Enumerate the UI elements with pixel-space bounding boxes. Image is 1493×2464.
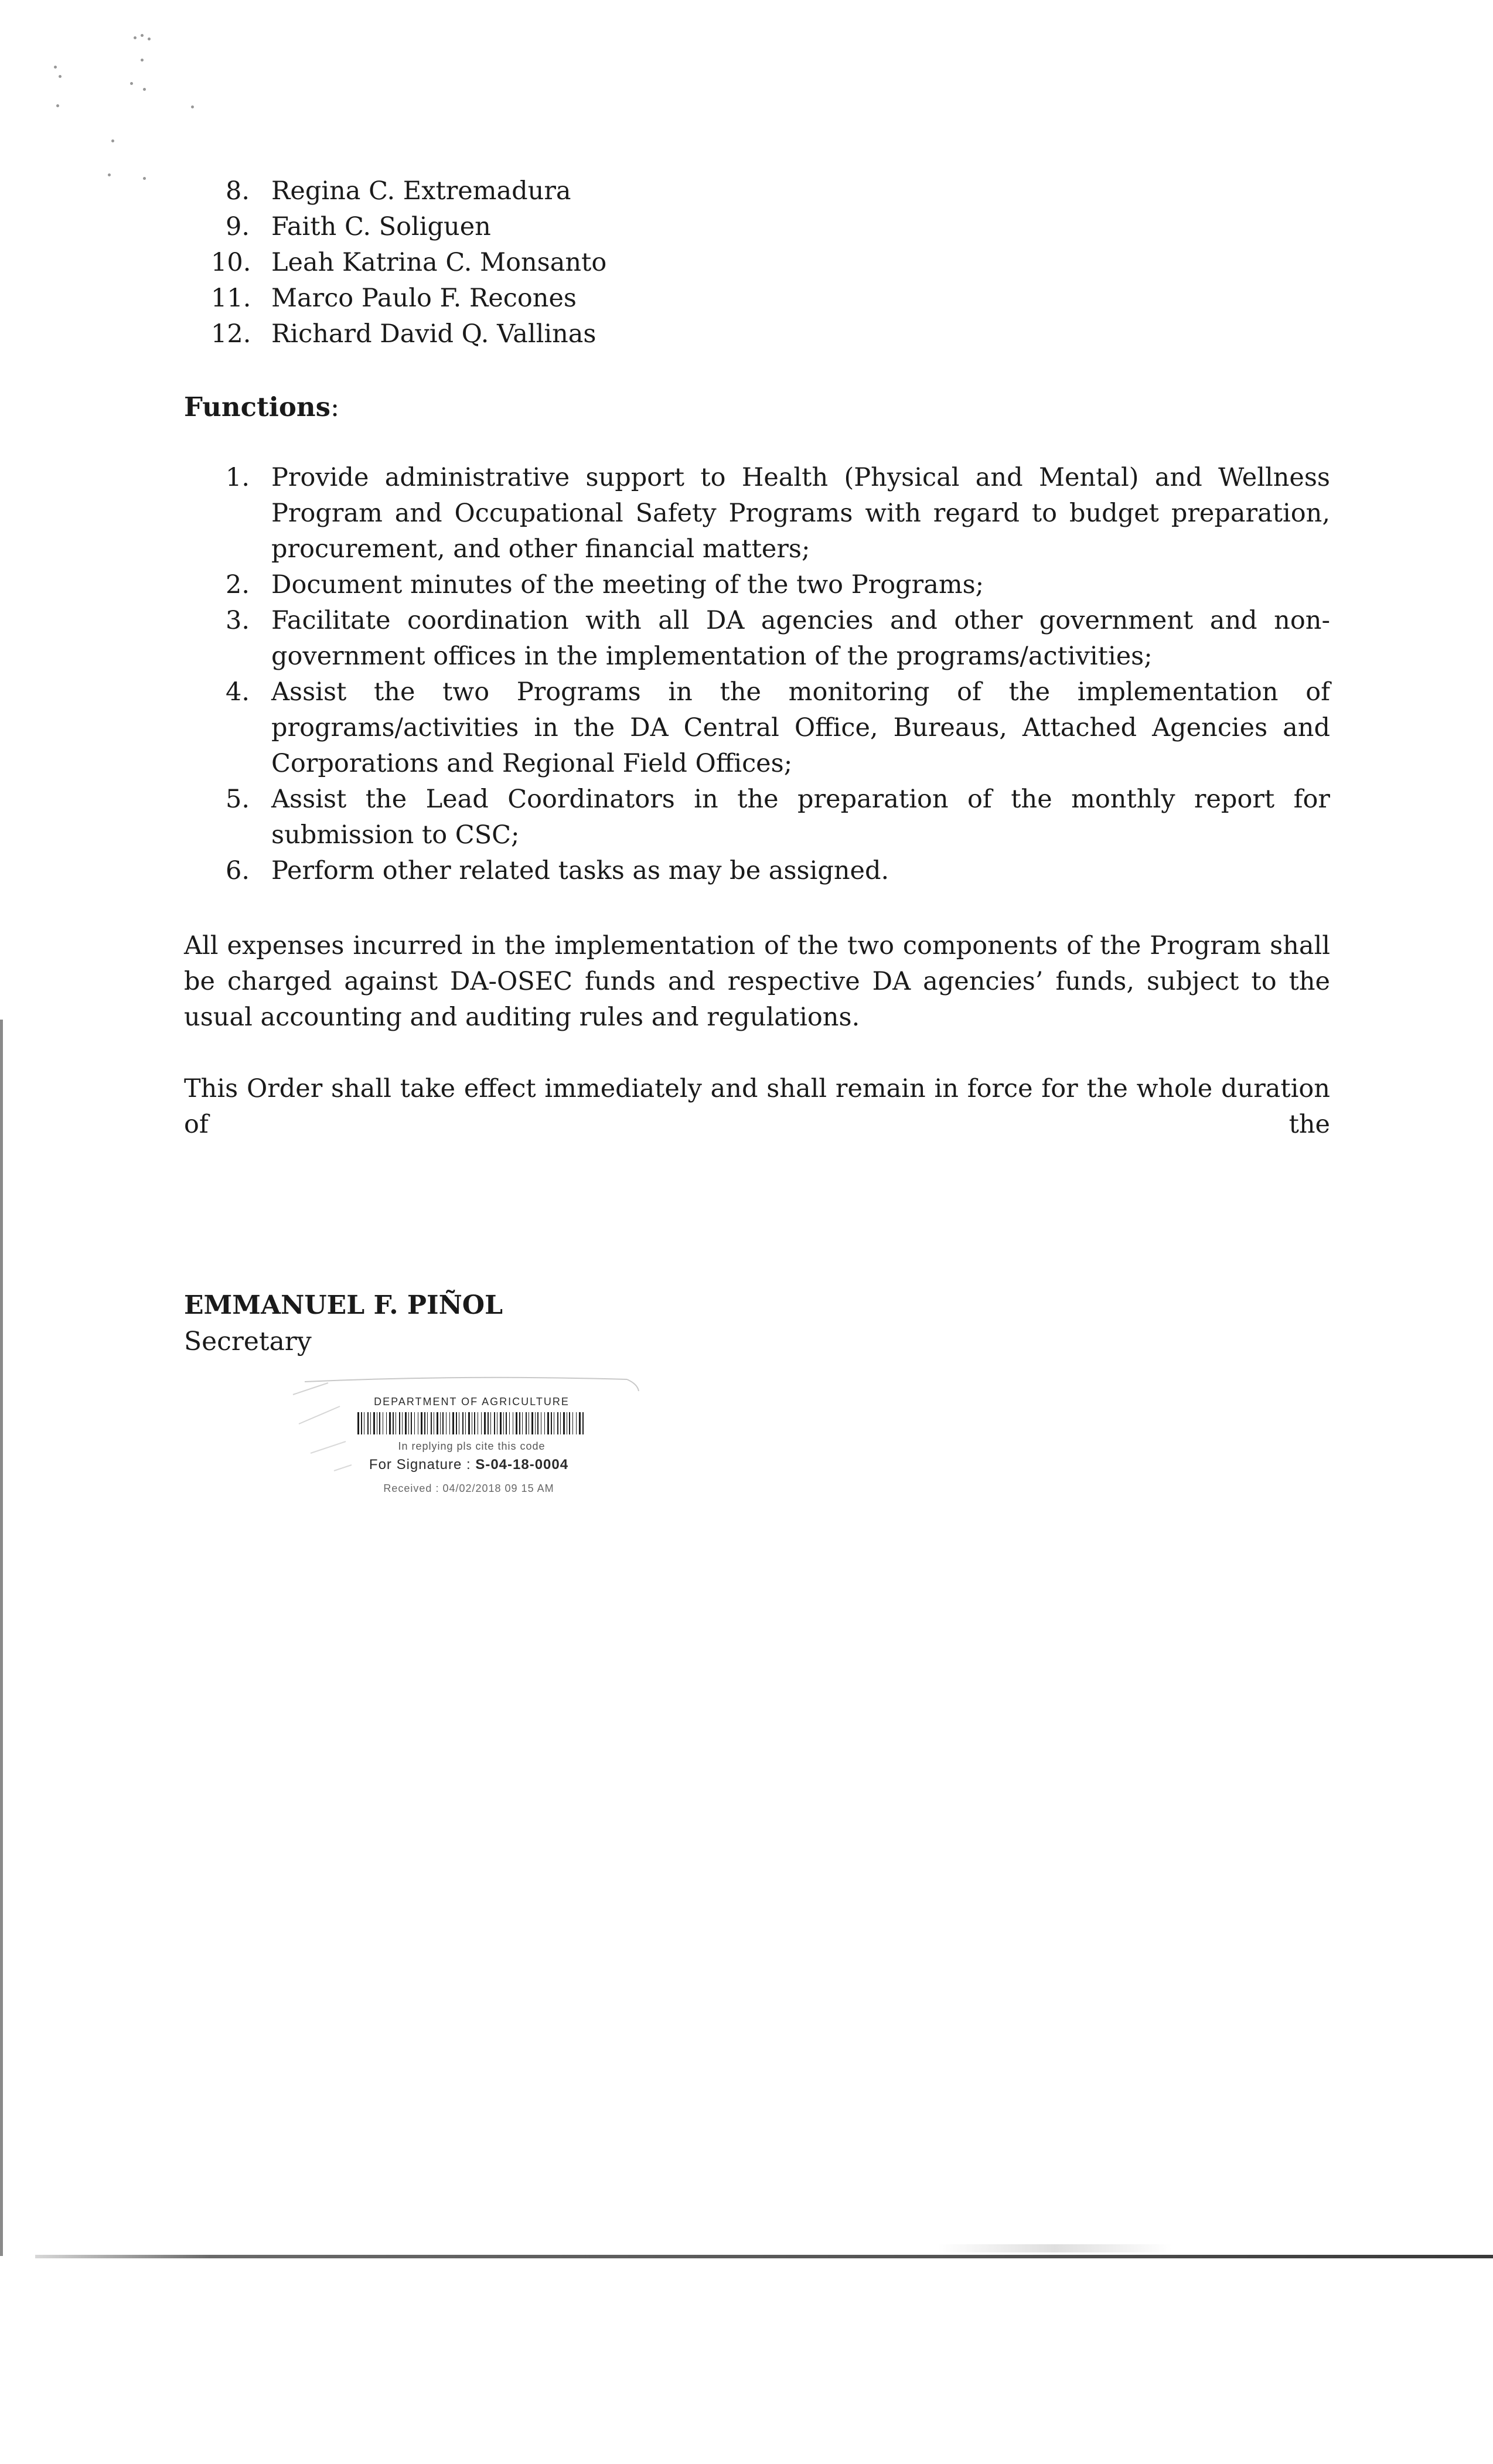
item-number: 4. xyxy=(226,677,250,707)
item-number: 9. xyxy=(226,212,250,241)
barcode-bar xyxy=(474,1412,475,1434)
list-item xyxy=(226,460,1330,567)
list-item xyxy=(211,316,1339,352)
barcode-bar xyxy=(442,1412,444,1434)
barcode-bar xyxy=(582,1412,584,1434)
barcode-bar xyxy=(379,1412,380,1434)
signatory-name: EMMANUEL F. PIÑOL xyxy=(184,1290,503,1320)
barcode-bar xyxy=(408,1412,409,1434)
barcode-bar xyxy=(537,1412,538,1434)
function-text: Provide administrative support to Health (Physical and Mental) and Wellness Program and Occupational Safety Programs with regard to budget preparation, procurement, and other financial matters; xyxy=(271,463,1330,564)
barcode-bar xyxy=(560,1412,561,1434)
barcode-bar xyxy=(427,1412,428,1434)
scan-speck xyxy=(134,36,137,39)
barcode-bar xyxy=(431,1412,432,1434)
member-list xyxy=(211,173,1339,352)
scan-speck xyxy=(108,173,111,176)
stamp-received: Received : 04/02/2018 09 15 AM xyxy=(383,1483,554,1494)
scan-speck xyxy=(141,34,144,37)
barcode-bar xyxy=(440,1412,441,1434)
barcode-bar xyxy=(506,1412,507,1434)
barcode-bar xyxy=(424,1412,425,1434)
member-name: Regina C. Extremadura xyxy=(271,176,571,206)
function-text: Document minutes of the meeting of the two Programs; xyxy=(271,570,984,599)
functions-heading-colon: : xyxy=(330,391,340,422)
barcode-bar xyxy=(557,1412,558,1434)
barcode-bar xyxy=(531,1412,533,1434)
barcode-bar xyxy=(519,1412,520,1434)
barcode-bar xyxy=(462,1412,463,1434)
barcode-bar xyxy=(569,1412,570,1434)
barcode-bar xyxy=(500,1412,502,1434)
item-number: 12. xyxy=(211,319,251,349)
barcode-bar xyxy=(367,1412,369,1434)
barcode-bar xyxy=(421,1412,422,1434)
function-text: Assist the two Programs in the monitoring of the implementation of programs/activities in the DA Central Office, Bureaus, Attached Agencies and Corporations and Regional Field Offices; xyxy=(271,677,1330,778)
barcode-bar xyxy=(452,1412,454,1434)
barcode-bar xyxy=(456,1412,457,1434)
barcode-bar xyxy=(535,1412,536,1434)
item-number: 1. xyxy=(226,463,250,492)
scan-speck xyxy=(59,75,62,78)
barcode-bar xyxy=(402,1412,403,1434)
scan-speck xyxy=(111,139,114,142)
barcode-bar xyxy=(411,1412,412,1434)
scan-left-edge xyxy=(0,1020,3,2256)
scan-speck xyxy=(141,59,144,62)
barcode-bar xyxy=(449,1412,450,1434)
barcode-bar xyxy=(579,1412,581,1434)
signatory-title: Secretary xyxy=(184,1327,312,1357)
item-number: 8. xyxy=(226,176,250,206)
scan-bottom-edge xyxy=(35,2255,1493,2258)
barcode-bar xyxy=(547,1412,549,1434)
functions-list xyxy=(226,460,1330,889)
barcode-bar xyxy=(490,1412,491,1434)
scan-speck xyxy=(143,88,146,91)
barcode-bar xyxy=(516,1412,517,1434)
barcode-bar xyxy=(481,1412,482,1434)
barcode-bar xyxy=(399,1412,400,1434)
item-number: 11. xyxy=(211,284,251,313)
stamp-code: S-04-18-0004 xyxy=(475,1457,569,1473)
scan-smudge xyxy=(938,2244,1172,2252)
list-item xyxy=(211,245,1339,281)
list-item xyxy=(226,782,1330,853)
list-item xyxy=(226,603,1330,674)
barcode-bar xyxy=(389,1412,391,1434)
list-item xyxy=(226,209,1339,245)
barcode-bar xyxy=(386,1412,387,1434)
barcode-bar xyxy=(414,1412,415,1434)
stamp-for-signature-label: For Signature : xyxy=(369,1457,471,1473)
barcode-bar xyxy=(509,1412,510,1434)
barcode-bar xyxy=(494,1412,495,1434)
receiving-stamp xyxy=(287,1371,645,1512)
barcode-bar xyxy=(370,1412,371,1434)
scan-speck xyxy=(143,177,146,180)
barcode-bar xyxy=(361,1412,362,1434)
barcode-bar xyxy=(522,1412,523,1434)
effectivity-text: This Order shall take effect immediately and shall remain in force for the whole duration of the xyxy=(184,1074,1330,1139)
item-number: 2. xyxy=(226,570,250,599)
barcode-bar xyxy=(357,1412,359,1434)
scan-speck xyxy=(130,82,133,85)
scan-speck xyxy=(54,66,57,69)
barcode-bar xyxy=(572,1412,573,1434)
member-name: Richard David Q. Vallinas xyxy=(271,319,596,349)
stamp-cite-note: In replying pls cite this code xyxy=(398,1440,546,1452)
barcode-bar xyxy=(488,1412,489,1434)
function-text: Assist the Lead Coordinators in the preparation of the monthly report for submission to CSC; xyxy=(271,785,1330,850)
item-number: 10. xyxy=(211,248,251,277)
list-item xyxy=(226,853,1330,889)
member-name: Leah Katrina C. Monsanto xyxy=(271,248,607,277)
barcode-bar xyxy=(576,1412,577,1434)
barcode-bar xyxy=(437,1412,438,1434)
barcode-bar xyxy=(405,1412,407,1434)
barcode-bar xyxy=(468,1412,470,1434)
barcode-bar xyxy=(484,1412,486,1434)
list-item xyxy=(226,567,1330,603)
scan-speck xyxy=(56,104,59,107)
item-number: 5. xyxy=(226,785,250,814)
barcode-bar xyxy=(544,1412,545,1434)
barcode-bar xyxy=(373,1412,375,1434)
stamp-department: DEPARTMENT OF AGRICULTURE xyxy=(374,1396,570,1407)
list-item xyxy=(211,281,1339,316)
list-item xyxy=(226,173,1339,209)
member-name: Faith C. Soliguen xyxy=(271,212,491,241)
expenses-paragraph: All expenses incurred in the implementation of the two components of the Program shall be charged against DA-OSEC funds and respective DA agencies’ funds, subject to the usual accounting and auditing rules and regulations. xyxy=(184,931,1330,1032)
barcode-icon xyxy=(357,1412,586,1434)
barcode-bar xyxy=(465,1412,466,1434)
function-text: Facilitate coordination with all DA agencies and other government and non-government offices in the implementation of the programs/activities; xyxy=(271,606,1330,671)
functions-heading: Functions: xyxy=(184,391,340,422)
stamp-for-signature xyxy=(346,1457,592,1473)
function-text: Perform other related tasks as may be assigned. xyxy=(271,856,889,885)
list-item xyxy=(226,674,1330,782)
barcode-bar xyxy=(551,1412,552,1434)
member-name: Marco Paulo F. Recones xyxy=(271,284,577,313)
effectivity-paragraph xyxy=(184,1071,1330,1143)
item-number: 6. xyxy=(226,856,250,885)
scan-speck xyxy=(148,38,151,40)
barcode-bar xyxy=(563,1412,565,1434)
item-number: 3. xyxy=(226,606,250,635)
barcode-bar xyxy=(503,1412,504,1434)
scan-speck xyxy=(191,105,194,108)
barcode-bar xyxy=(526,1412,527,1434)
barcode-bar xyxy=(393,1412,394,1434)
